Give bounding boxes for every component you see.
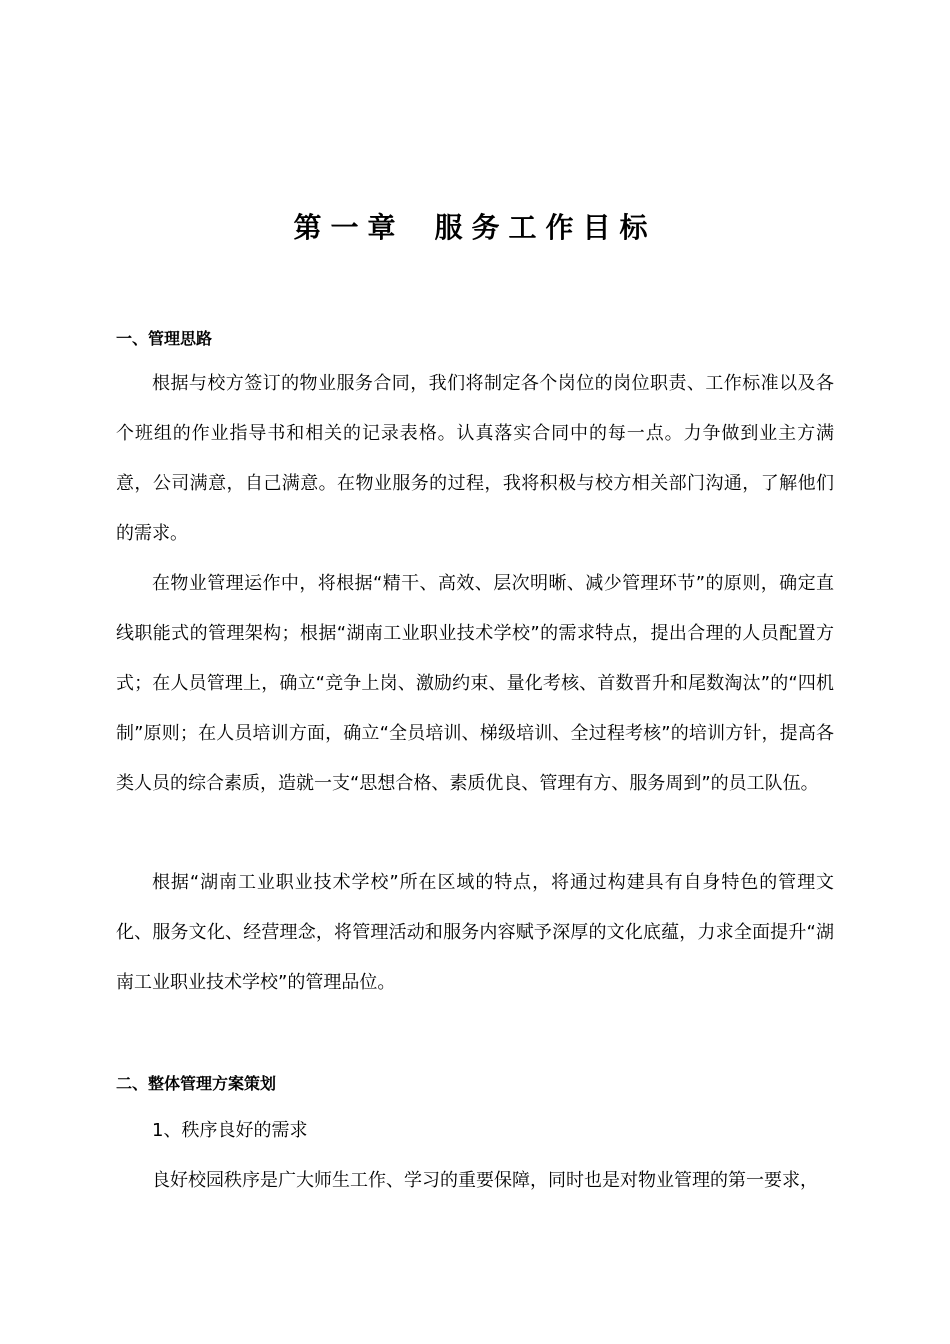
chapter-title	[0, 206, 950, 250]
chapter-number: 第一章	[293, 211, 405, 244]
subheading-order-needs: 1、秩序良好的需求	[152, 1120, 308, 1141]
section-heading-management-approach: 一、管理思路	[116, 329, 213, 348]
paragraph-culture: 根据“湖南工业职业技术学校”所在区域的特点，将通过构建具有自身特色的管理文化、服务文化、经营理念，将管理活动和服务内容赋予深厚的文化底蕴，力求全面提升“湖南工业职业技术学校”的管理品位。	[116, 872, 834, 993]
chapter-name: 服务工作目标	[434, 211, 657, 244]
section-heading-overall-plan: 二、整体管理方案策划	[116, 1074, 277, 1093]
paragraph-campus-order: 良好校园秩序是广大师生工作、学习的重要保障，同时也是对物业管理的第一要求，	[152, 1170, 818, 1191]
paragraph-operation: 在物业管理运作中，将根据“精干、高效、层次明晰、减少管理环节”的原则，确定直线职能式的管理架构；根据“湖南工业职业技术学校”的需求特点，提出合理的人员配置方式；在人员管理上，确立“竞争上岗、激励约束、量化考核、首数晋升和尾数淘汰”的“四机制”原则；在人员培训方面，确立“全员培训、梯级培训、全过程考核”的培训方针，提高各类人员的综合素质，造就一支“思想合格、素质优良、管理有方、服务周到”的员工队伍。	[116, 573, 834, 794]
paragraph-contract: 根据与校方签订的物业服务合同，我们将制定各个岗位的岗位职责、工作标准以及各个班组的作业指导书和相关的记录表格。认真落实合同中的每一点。力争做到业主方满意，公司满意，自己满意。在物业服务的过程，我将积极与校方相关部门沟通，了解他们的需求。	[116, 373, 834, 544]
